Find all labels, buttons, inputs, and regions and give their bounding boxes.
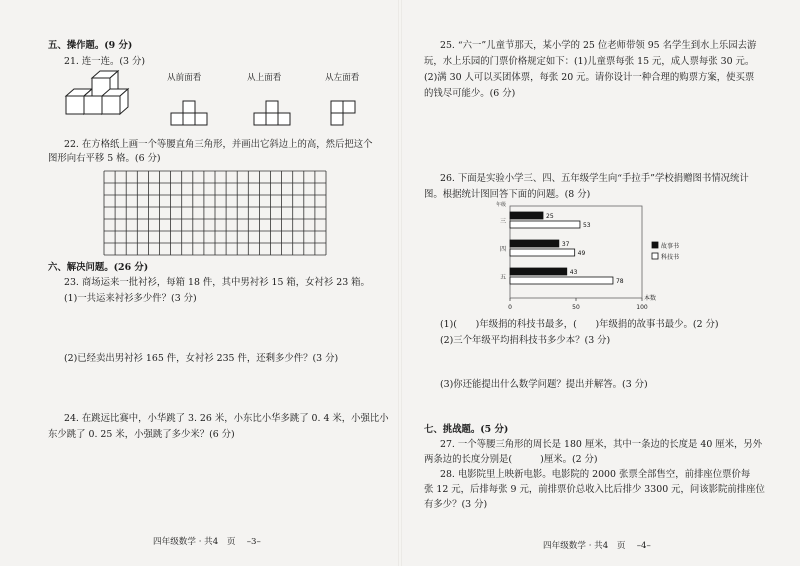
- q21-text: 21. 连一连。(3 分): [64, 56, 146, 67]
- chart-data-label: 37: [561, 241, 570, 248]
- section-5-title: 五、操作题。(9 分): [48, 40, 133, 51]
- chart-bar: [510, 268, 567, 275]
- chart-bar: [510, 277, 613, 284]
- q28-line-3: 有多少？(3 分): [424, 499, 488, 510]
- q25-line-3: (2)满 30 人可以买团体票，每张 20 元。请你设计一种合理的购票方案，使买票: [424, 72, 755, 83]
- q26-sub-1: (1)( )年级捐的科技书最多，( )年级捐的故事书最少。(2 分): [440, 319, 719, 330]
- q28-line-2: 张 12 元，后排每张 9 元，前排票价总收入比后排少 3300 元，问该影院前排座位: [424, 484, 765, 495]
- top-view-shape: [253, 98, 293, 128]
- chart-legend-label: 故事书: [661, 243, 680, 250]
- chart-category-label: 三: [499, 218, 506, 225]
- q22-line-1: 22. 在方格纸上画一个等腰直角三角形，并画出它斜边上的高，然后把这个: [64, 139, 373, 150]
- view-front-label: 从前面看: [167, 73, 202, 83]
- q25-line-2: 玩，水上乐园的门票价格规定如下：(1)儿童票每张 15 元，成人票每张 30 元。: [424, 56, 755, 67]
- chart-data-label: 25: [546, 213, 554, 220]
- grid-paper[interactable]: [103, 170, 329, 256]
- q26-line-1: 26. 下面是实验小学三、四、五年级学生向“手拉手”学校捐赠图书情况统计: [440, 173, 749, 184]
- chart-data-label: 53: [582, 222, 591, 229]
- chart-data-label: 78: [615, 278, 624, 285]
- q26-sub-2: (2)三个年级平均捐科技书多少本？(3 分): [440, 335, 611, 346]
- chart-category-label: 五: [499, 274, 506, 281]
- q23-line-1: 23. 商场运来一批衬衫，每箱 18 件，其中男衬衫 15 箱，女衬衫 23 箱。: [64, 277, 370, 288]
- q23-sub-2: (2)已经卖出男衬衫 165 件，女衬衫 235 件，还剩多少件？(3 分): [64, 353, 339, 364]
- chart-y-axis-label: 年级: [495, 202, 506, 208]
- chart-bar: [510, 240, 559, 247]
- chart-category-label: 四: [499, 246, 506, 253]
- chart-bar: [510, 221, 580, 228]
- q26-line-2: 图。根据统计图回答下面的问题。(8 分): [424, 189, 591, 200]
- q27-line-1: 27. 一个等腰三角形的周长是 180 厘米，其中一条边的长度是 40 厘米，另外: [440, 439, 763, 450]
- q26-sub-3: (3)你还能提出什么数学问题？提出并解答。(3 分): [440, 379, 648, 390]
- q24-line-2: 东少跳了 0. 25 米，小强跳了多少米？(6 分): [48, 429, 235, 440]
- chart-x-tick-label: 0: [508, 304, 512, 311]
- chart-x-axis-label: 本数: [644, 295, 657, 302]
- view-left-label: 从左面看: [325, 73, 360, 83]
- cube-stack-figure: [60, 70, 150, 122]
- chart-legend-swatch: [652, 253, 658, 259]
- chart-legend-label: 科技书: [661, 254, 680, 261]
- chart-bar: [510, 212, 543, 219]
- q24-line-1: 24. 在跳远比赛中，小华跳了 3. 26 米，小东比小华多跳了 0. 4 米，小强比小: [64, 413, 389, 424]
- chart-x-tick-label: 100: [636, 304, 648, 311]
- book-donation-chart: [470, 200, 720, 320]
- q28-line-1: 28. 电影院里上映新电影。电影院的 2000 张票全部售空，前排座位票价每: [440, 469, 751, 480]
- chart-data-label: 43: [569, 269, 578, 276]
- q22-line-2: 图形向右平移 5 格。(6 分): [48, 153, 161, 164]
- right-page-footer: 四年级数学 · 共4 页 –4–: [543, 541, 651, 551]
- chart-legend-swatch: [652, 242, 658, 248]
- left-view-shape: [330, 98, 360, 128]
- right-page: [400, 0, 800, 566]
- left-page-footer: 四年级数学 · 共4 页 –3–: [153, 537, 261, 547]
- section-7-title: 七、挑战题。(5 分): [424, 424, 509, 435]
- chart-data-label: 49: [577, 250, 586, 257]
- q25-line-4: 的钱尽可能少。(6 分): [424, 88, 516, 99]
- front-view-shape: [170, 98, 210, 128]
- q27-line-2: 两条边的长度分别是( )厘米。(2 分): [424, 454, 598, 465]
- view-top-label: 从上面看: [247, 73, 282, 83]
- q23-sub-1: (1)一共运来衬衫多少件？(3 分): [64, 293, 197, 304]
- chart-x-tick-label: 50: [572, 304, 580, 311]
- chart-bar: [510, 249, 575, 256]
- section-6-title: 六、解决问题。(26 分): [48, 262, 149, 273]
- q25-line-1: 25. “六一”儿童节那天，某小学的 25 位老师带领 95 名学生到水上乐园去游: [440, 40, 757, 51]
